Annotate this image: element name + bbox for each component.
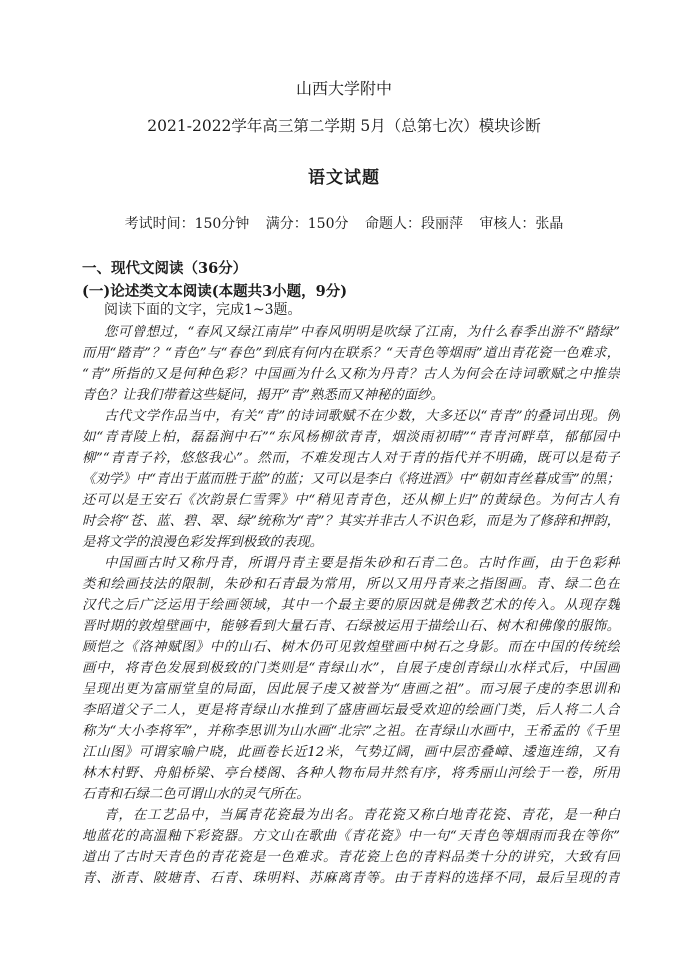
passage-line: 《劝学》中“青出于蓝而胜于蓝”的蓝；又可以是李白《将进酒》中“朝如青丝暮成雪”的黑； [82, 472, 620, 487]
subsection-title: (一)论述类文本阅读(本题共3小题，9分) [82, 283, 348, 300]
passage-line: “青”所指的又是何种色彩？中国画为什么又称为丹青？古人为何会在诗词歌赋之中推崇 [82, 367, 620, 382]
exam-score: 满分：150分 [265, 216, 349, 232]
passage-line: 江山图》可谓家喻户晓，此画卷长近12米，气势辽阔，画中层峦叠嶂、逶迤连绵，又有 [82, 745, 620, 760]
exam-time: 考试时间：150分钟 [124, 216, 250, 232]
passage-line: 中国画古时又称丹青，所谓丹青主要是指朱砂和石青二色。古时作画，由于色彩种 [104, 556, 620, 571]
section-title: 一、现代文阅读（36分） [82, 260, 248, 277]
passage-line: 青、浙青、陂塘青、石青、珠明料、苏麻离青等。由于青料的选择不同，最后呈现的青 [82, 871, 620, 886]
exam-meta [0, 213, 688, 233]
passage-line: 地蓝花的高温釉下彩瓷器。方文山在歌曲《青花瓷》中一句“天青色等烟雨而我在等你” [82, 829, 620, 844]
passage-line: 古代文学作品当中，有关“青”的诗词歌赋不在少数，大多还以“青青”的叠词出现。例 [104, 409, 620, 424]
reading-instruction: 阅读下面的文字，完成1~3题。 [104, 302, 302, 318]
passage-line: 李昭道父子二人，更是将青绿山水推到了盛唐画坛最受欢迎的绘画门类，后人将二人合 [82, 703, 620, 718]
passage-line: 顾恺之《洛神赋图》中的山石、树木仍可见敦煌壁画中树石之身影。而在中国的传统绘 [82, 640, 620, 655]
passage-line: 而用“踏青”？“青色”与“春色”到底有何内在联系？“天青色等烟雨”道出青花瓷一色难求， [82, 346, 620, 361]
subject-title: 语文试题 [308, 168, 380, 188]
passage-line: 还可以是王安石《次韵景仁雪霁》中“稍见青青色，还从柳上归”的黄绿色。为何古人有 [82, 493, 620, 508]
passage-line: 如“青青陵上柏，磊磊涧中石”“东风杨柳欲青青，烟淡雨初晴”“青青河畔草，郁郁园中 [82, 430, 620, 445]
passage-line: 您可曾想过，“春风又绿江南岸”中春风明明是吹绿了江南，为什么春季出游不“踏绿” [104, 325, 620, 340]
passage-line: 晋时期的敦煌壁画中，能够看到大量石青、石绿被运用于描绘山石、树木和佛像的服饰。 [82, 619, 620, 634]
passage-line: 称为“大小李将军”，并称李思训为山水画“北宗”之祖。在青绿山水画中，王希孟的《千里 [82, 724, 620, 739]
passage-line: 林木村野、舟船桥梁、亭台楼阁、各种人物布局井然有序，将秀丽山河绘于一卷，所用 [82, 766, 620, 781]
passage [82, 322, 620, 889]
passage-line: 柳”“青青子衿，悠悠我心”。然而，不难发现古人对于青的指代并不明确，既可以是荀子 [82, 451, 620, 466]
passage-line: 青色？让我们带着这些疑问，揭开“青”熟悉而又神秘的面纱。 [82, 388, 444, 403]
passage-line: 道出了古时天青色的青花瓷是一色难求。青花瓷上色的青料品类十分的讲究，大致有回 [82, 850, 620, 865]
passage-line: 时会将“苍、蓝、碧、翠、绿”统称为“青”？其实并非古人不识色彩，而是为了修辞和押韵， [82, 514, 620, 529]
passage-line: 青，在工艺品中，当属青花瓷最为出名。青花瓷又称白地青花瓷、青花，是一种白 [104, 808, 620, 823]
passage-line: 画中，将青色发展到极致的门类则是“青绿山水”，自展子虔创青绿山水样式后，中国画 [82, 661, 620, 676]
passage-line: 类和绘画技法的限制，朱砂和石青最为常用，所以又用丹青来之指图画。青、绿二色在 [82, 577, 620, 592]
passage-line: 石青和石绿二色可谓山水的灵气所在。 [82, 787, 310, 802]
passage-line: 是将文学的浪漫色彩发挥到极致的表现。 [82, 535, 324, 550]
exam-author: 命题人：段丽萍 [364, 216, 463, 232]
passage-line: 呈现出更为富丽堂皇的局面，因此展子虔又被誉为“唐画之祖”。而习展子虔的李思训和 [82, 682, 620, 697]
passage-line: 汉代之后广泛运用于绘画领域，其中一个最主要的原因就是佛教艺术的传入。从现存魏 [82, 598, 620, 613]
exam-reviewer: 审核人：张晶 [479, 216, 564, 232]
school-name: 山西大学附中 [295, 79, 392, 98]
exam-title: 2021-2022学年高三第二学期 5月（总第七次）模块诊断 [147, 117, 541, 135]
